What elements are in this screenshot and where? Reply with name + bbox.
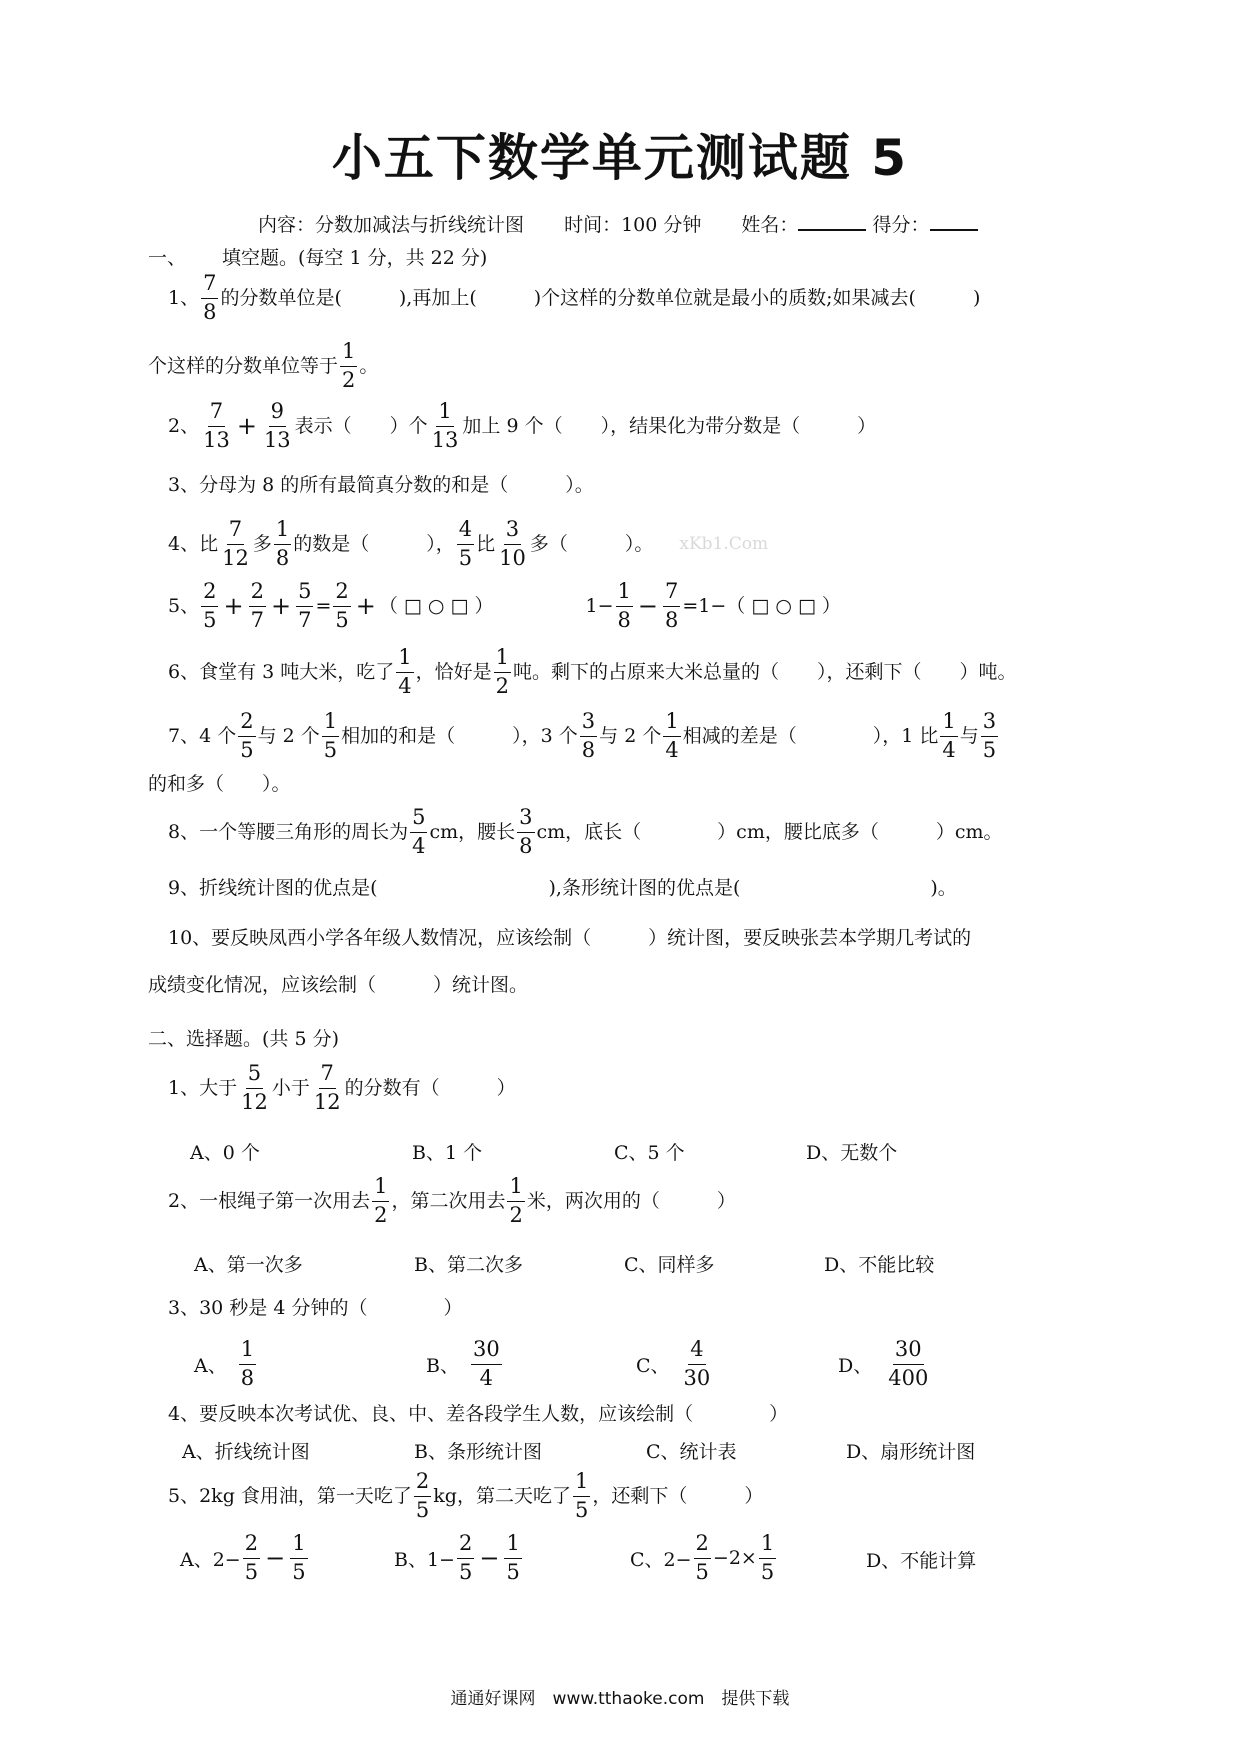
- watermark-text: xKb1.Com: [679, 533, 769, 554]
- time-label: 时间：100 分钟: [564, 214, 702, 236]
- s2-q2: 2、一根绳子第一次用去 $\frac{1}{2}$ ，第二次用去 $\frac{1}{2}$ 米，两次用的（ ）: [168, 1174, 736, 1227]
- section1-heading: 一、 填空题。(每空 1 分，共 22 分): [148, 247, 488, 269]
- option-a[interactable]: A、折线统计图: [182, 1441, 310, 1463]
- option-c[interactable]: C、5 个: [614, 1142, 685, 1164]
- option-c[interactable]: C、统计表: [646, 1441, 737, 1463]
- fraction: $\frac{7}{8}$: [203, 271, 217, 324]
- score-blank[interactable]: [930, 213, 978, 231]
- s1-q8: 8、一个等腰三角形的周长为 $\frac{5}{4}$ cm，腰长 $\frac{3}{8}$ cm，底长（ ）cm，腰比底多（ ）cm。: [168, 805, 1003, 858]
- option-a[interactable]: A、0 个: [190, 1142, 260, 1164]
- s2-q5-options: [0, 1532, 1240, 1592]
- option-c[interactable]: C、 $\frac{4}{30}$: [636, 1337, 711, 1390]
- s1-q6: 6、食堂有 3 吨大米，吃了 $\frac{1}{4}$ ，恰好是 $\frac{1}{2}$ 吨。剩下的占原来大米总量的（ ），还剩下（ ）吨。: [168, 645, 1017, 698]
- s1-q3: 3、分母为 8 的所有最简真分数的和是（ ）。: [168, 474, 594, 496]
- answer-box-2[interactable]: （ □ ○ □ ）: [726, 594, 841, 617]
- section2-heading: 二、选择题。(共 5 分): [148, 1028, 339, 1050]
- option-d[interactable]: D、不能比较: [824, 1254, 935, 1276]
- option-a[interactable]: A、 $\frac{1}{8}$: [194, 1337, 255, 1390]
- s1-q1-line2: 个这样的分数单位等于 $\frac{1}{2}$ 。: [148, 339, 379, 392]
- name-label: 姓名：: [741, 214, 799, 236]
- s2-q5: 5、2kg 食用油，第一天吃了 $\frac{2}{5}$ kg，第二天吃了 $\frac{1}{5}$ ，还剩下（ ）: [168, 1469, 764, 1522]
- s1-q2: 2、 $\frac{7}{13}$ + $\frac{9}{13}$ 表示（ ）个 $\frac{1}{13}$ 加上 9 个（ ），结果化为带分数是（ ）: [168, 399, 877, 452]
- option-d[interactable]: D、不能计算: [866, 1550, 977, 1572]
- option-b[interactable]: B、1 个: [412, 1142, 483, 1164]
- score-label: 得分：: [872, 214, 930, 236]
- option-c[interactable]: C、2− $\frac{2}{5}$ −2× $\frac{1}{5}$: [630, 1531, 775, 1584]
- option-b[interactable]: B、1− $\frac{2}{5}$ − $\frac{1}{5}$: [394, 1531, 520, 1584]
- option-b[interactable]: B、条形统计图: [414, 1441, 542, 1463]
- exam-header-line: [258, 210, 978, 237]
- s1-q7-line2: 的和多（ ）。: [148, 773, 291, 795]
- answer-box-1[interactable]: （ □ ○ □ ）: [378, 594, 494, 617]
- option-c[interactable]: C、同样多: [624, 1254, 715, 1276]
- s2-q3: 3、30 秒是 4 分钟的（ ）: [168, 1297, 463, 1319]
- page-title: 小五下数学单元测试题 5: [331, 129, 909, 187]
- footer-credit: 通通好课网 www.tthaoke.com 提供下载: [450, 1689, 790, 1709]
- option-b[interactable]: B、第二次多: [414, 1254, 523, 1276]
- s1-q10-line1: 10、要反映凤西小学各年级人数情况，应该绘制（ ）统计图，要反映张芸本学期几考试的: [168, 927, 972, 949]
- s2-q3-options: [0, 1338, 1240, 1398]
- s1-q10-line2: 成绩变化情况，应该绘制（ ）统计图。: [148, 974, 529, 996]
- option-d[interactable]: D、扇形统计图: [846, 1441, 976, 1463]
- fraction: $\frac{1}{2}$: [342, 339, 356, 392]
- option-a[interactable]: A、2− $\frac{2}{5}$ − $\frac{1}{5}$: [180, 1531, 306, 1584]
- option-d[interactable]: D、无数个: [806, 1142, 898, 1164]
- option-d[interactable]: D、 $\frac{30}{400}$: [838, 1337, 929, 1390]
- s1-q5: 5、 $\frac{2}{5}$ + $\frac{2}{7}$ + $\frac{5}{7}$ = $\frac{2}{5}$ + （ □ ○ □ ） 1− $\frac{1}{8}$ − $\frac{7}{8}$ =1− （ □ ○ □ ）: [168, 579, 841, 632]
- option-b[interactable]: B、 $\frac{30}{4}$: [426, 1337, 500, 1390]
- s1-q4: 4、比 $\frac{7}{12}$ 多 $\frac{1}{8}$ 的数是（ ）， $\frac{4}{5}$ 比 $\frac{3}{10}$ 多（ ）。 xKb1.Com: [168, 517, 769, 570]
- s1-q7-line1: 7、4 个 $\frac{2}{5}$ 与 2 个 $\frac{1}{5}$ 相加的和是（ ），3 个 $\frac{3}{8}$ 与 2 个 $\frac{1}{4}$ 相减的差是（ ），1 比 $\frac{1}{4}$ 与 $\frac{3}{5}$: [168, 709, 997, 762]
- s2-q4: 4、要反映本次考试优、良、中、差各段学生人数，应该绘制（ ）: [168, 1403, 789, 1425]
- name-blank[interactable]: [798, 213, 866, 231]
- s1-q9: 9、折线统计图的优点是( ),条形统计图的优点是( )。: [168, 877, 957, 899]
- option-a[interactable]: A、第一次多: [194, 1254, 303, 1276]
- s1-q1-line1: 1、 $\frac{7}{8}$ 的分数单位是( ),再加上( )个这样的分数单位就是最小的质数;如果减去( ): [168, 271, 981, 324]
- s2-q1: 1、大于 $\frac{5}{12}$ 小于 $\frac{7}{12}$ 的分数有（ ）: [168, 1061, 516, 1114]
- content-label: 内容：分数加减法与折线统计图: [258, 214, 525, 236]
